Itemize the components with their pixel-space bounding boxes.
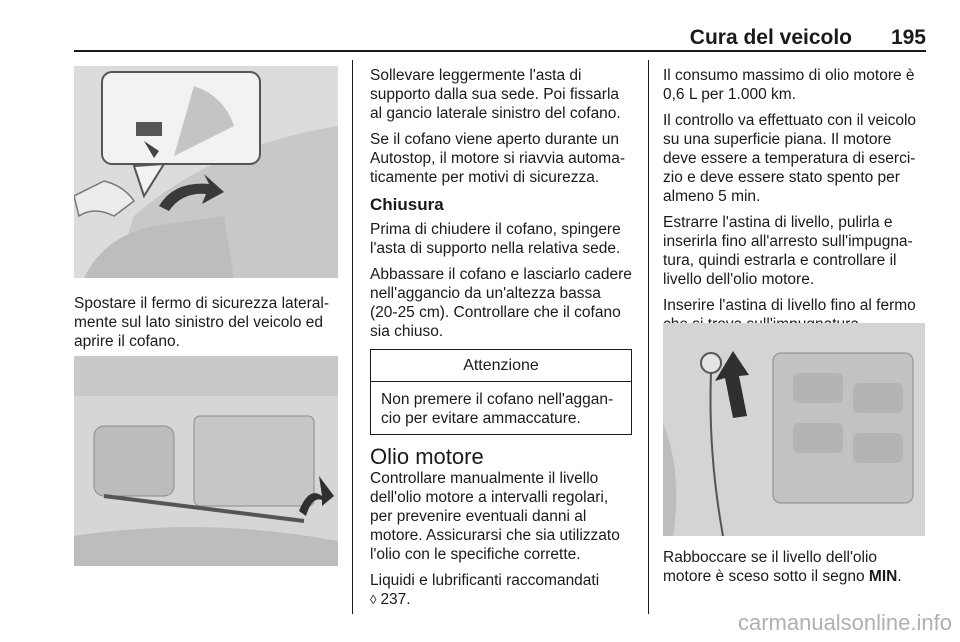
page-ref-icon: ◊ (370, 592, 377, 607)
column-divider-1 (352, 60, 353, 614)
watermark: carmanualsonline.info (737, 610, 952, 635)
paragraph-top-up (663, 548, 928, 586)
paragraph-fluids-ref (370, 571, 632, 609)
engine-bay-illustration (74, 356, 338, 566)
paragraph-dipstick-extract: Estrarre l'astina di livello, pulirla e inserirla fino all'arresto sull'impugna-tura, quindi estrarla e controllare il livello dell'olio motore. (663, 214, 913, 288)
top-up-suffix: . (897, 568, 902, 585)
column-divider-2 (648, 60, 649, 614)
dipstick-illustration (663, 323, 925, 536)
paragraph-oil-consumption: Il consumo massimo di olio motore è 0,6 L per 1.000 km. (663, 67, 915, 103)
column-3 (663, 66, 928, 341)
page-header (74, 26, 926, 50)
fluids-ref-text: Liquidi e lubrificanti raccomandati (370, 572, 600, 589)
heading-olio-motore: Olio motore (370, 444, 484, 469)
paragraph-support-rod: Sollevare leggermente l'asta di supporto dalla sua sede. Poi fissarla al gancio laterale sinistro del cofano. (370, 67, 621, 122)
paragraph-autostop: Se il cofano viene aperto durante un Autostop, il motore si riavvia automa-ticamente per motivi di sicurezza. (370, 131, 625, 186)
hood-release-illustration (74, 66, 338, 278)
paragraph-oil-check: Controllare manualmente il livello dell'olio motore a intervalli regolari, per prevenire eventuali danni al motore. Assicurarsi che sia utilizzato l'olio con le specifiche corrette. (370, 470, 620, 563)
paragraph-check-conditions: Il controllo va effettuato con il veicolo su una superficie piana. Il motore deve essere a temperatura di eserci-zio e deve essere stato spento per almeno 5 min. (663, 112, 917, 205)
paragraph-dipstick-insert: Inserire l'astina di livello fino al fermo (663, 297, 916, 314)
warning-text: Non premere il cofano nell'aggan-cio per evitare ammaccature. (381, 391, 614, 427)
paragraph-closing-2: Abbassare il cofano e lasciarlo cadere nell'aggancio da un'altezza bassa (20-25 cm). Controllare che il cofano sia chiuso. (370, 266, 632, 340)
warning-box (370, 349, 632, 435)
column-1 (74, 294, 344, 358)
warning-title: Attenzione (371, 350, 631, 382)
page-ref-link[interactable]: 237. (380, 591, 411, 608)
header-rule (74, 50, 926, 52)
column-2 (370, 66, 632, 616)
min-mark: MIN (868, 568, 898, 585)
heading-chiusura: Chiusura (370, 195, 444, 214)
page-number: 195 (890, 26, 926, 49)
page-title: Cura del veicolo (689, 26, 852, 49)
paragraph-closing-1: Prima di chiudere il cofano, spingere l'asta di supporto nella relativa sede. (370, 221, 621, 257)
column-3-bottom (663, 548, 928, 593)
top-up-text: Rabboccare se il livello dell'olio motore è sceso sotto il segno (663, 549, 878, 585)
caption-hood-release: Spostare il fermo di sicurezza lateral-mente sul lato sinistro del veicolo ed aprire il cofano. (74, 295, 329, 350)
